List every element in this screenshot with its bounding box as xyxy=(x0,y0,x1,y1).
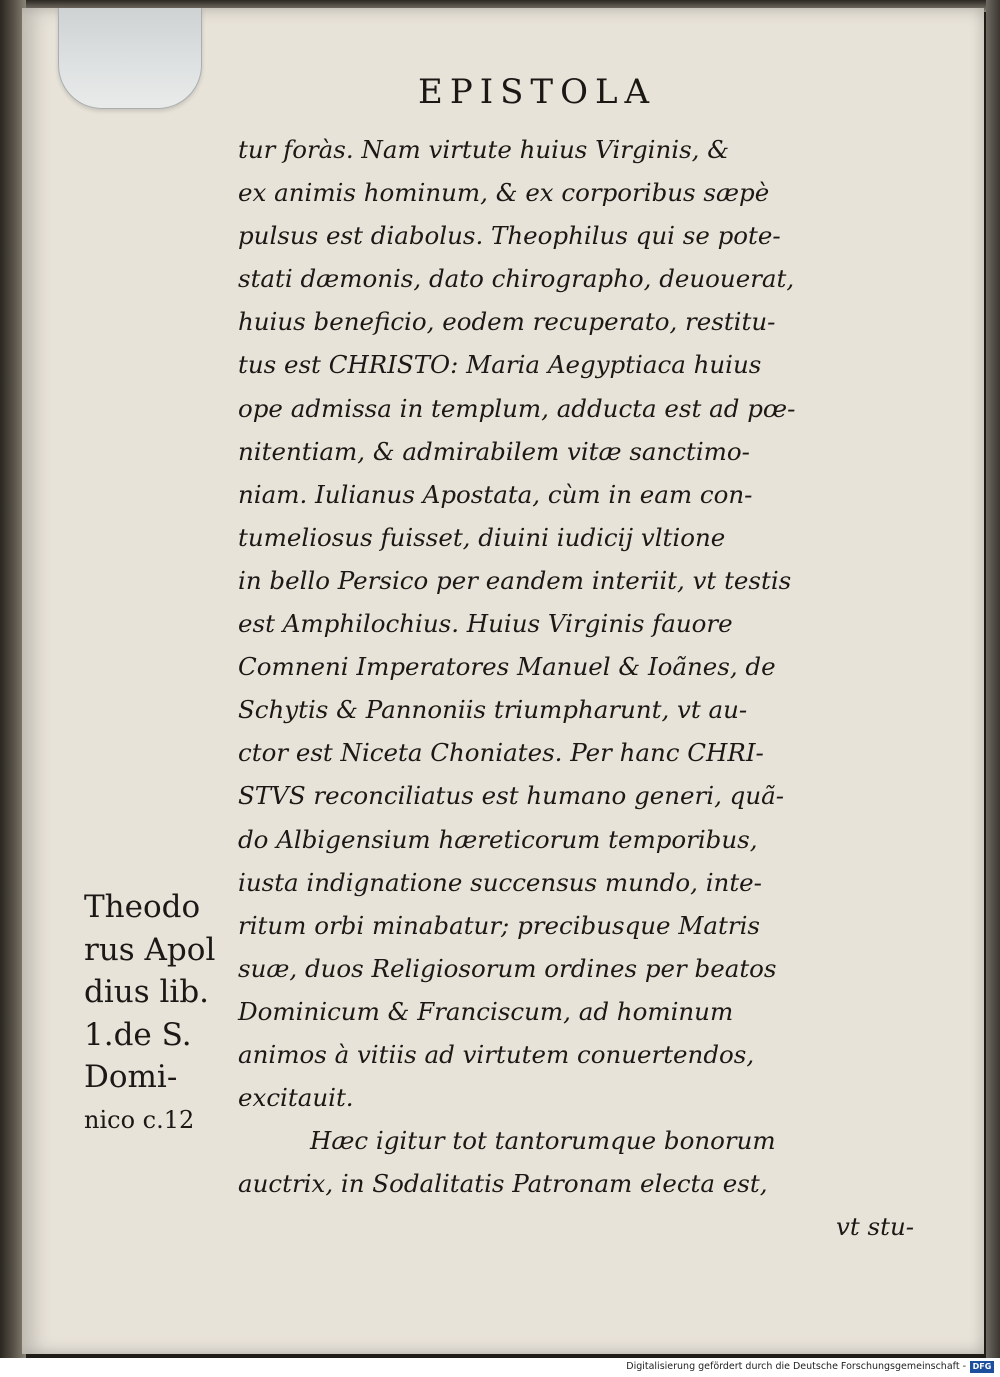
text-line: auctrix, in Sodalitatis Patronam electa est, xyxy=(238,1169,768,1199)
text-line: huius beneficio, eodem recuperato, restitu- xyxy=(238,307,776,337)
text-line: Schytis & Pannoniis triumpharunt, vt au- xyxy=(238,695,748,725)
marginal-note-line: 1.de S. xyxy=(84,1016,192,1053)
text-line: in bello Persico per eandem interiit, vt testis xyxy=(238,565,792,595)
marginal-note-line: Domi- xyxy=(84,1059,178,1095)
dfg-logo: DFG xyxy=(970,1361,994,1373)
page-clip xyxy=(58,8,202,109)
footer-credit: Digitalisierung gefördert durch die Deutsche Forschungsgemeinschaft - xyxy=(626,1361,966,1372)
text-line: ope admissa in templum, adducta est ad pœ- xyxy=(238,393,796,423)
text-line: suæ, duos Religiosorum ordines per beatos xyxy=(238,953,777,983)
body-text xyxy=(238,128,938,1248)
marginal-note-line: nico c.12 xyxy=(84,1105,195,1134)
text-line: iusta indignatione succensus mundo, inte- xyxy=(238,867,762,897)
marginal-note-line: Theodo xyxy=(84,889,201,925)
text-line: ex animis hominum, & ex corporibus sæpè xyxy=(238,178,770,208)
text-line: tumeliosus fuisset, diuini iudicij vltione xyxy=(238,522,726,552)
text-line: animos à vitiis ad virtutem conuertendos, xyxy=(238,1039,755,1069)
text-line: tus est CHRISTO: Maria Aegyptiaca huius xyxy=(238,350,762,380)
text-line: do Albigensium hæreticorum temporibus, xyxy=(238,824,758,854)
text-line: pulsus est diabolus. Theophilus qui se pote- xyxy=(238,221,781,251)
book-fore-edge xyxy=(986,0,1000,1358)
text-line: STVS reconciliatus est humano generi, quã- xyxy=(238,781,785,811)
text-line: ctor est Niceta Choniates. Per hanc CHRI- xyxy=(238,738,764,768)
text-line: est Amphilochius. Huius Virginis fauore xyxy=(238,609,733,639)
text-line: nitentiam, & admirabilem vitæ sanctimo- xyxy=(238,436,750,466)
marginal-note-line: rus Apol xyxy=(84,931,216,968)
marginal-note-line: dius lib. xyxy=(84,974,210,1010)
marginal-note xyxy=(84,886,234,1141)
text-line: ritum orbi minabatur; precibusque Matris xyxy=(238,910,760,940)
paragraph-start-line: Hæc igitur tot tantorumque bonorum xyxy=(310,1126,776,1156)
text-line: excitauit. xyxy=(238,1083,354,1113)
text-line: stati dæmonis, dato chirographo, deuouerat, xyxy=(238,264,795,294)
text-line: Comneni Imperatores Manuel & Ioãnes, de xyxy=(238,652,776,682)
running-head: EPISTOLA xyxy=(418,72,657,112)
text-line: tur foràs. Nam virtute huius Virginis, & xyxy=(238,135,730,164)
text-line: niam. Iulianus Apostata, cùm in eam con- xyxy=(238,479,753,509)
catchword: vt stu- xyxy=(836,1212,914,1242)
footer-bar xyxy=(0,1358,1000,1377)
text-line: Dominicum & Franciscum, ad hominum xyxy=(238,996,734,1026)
